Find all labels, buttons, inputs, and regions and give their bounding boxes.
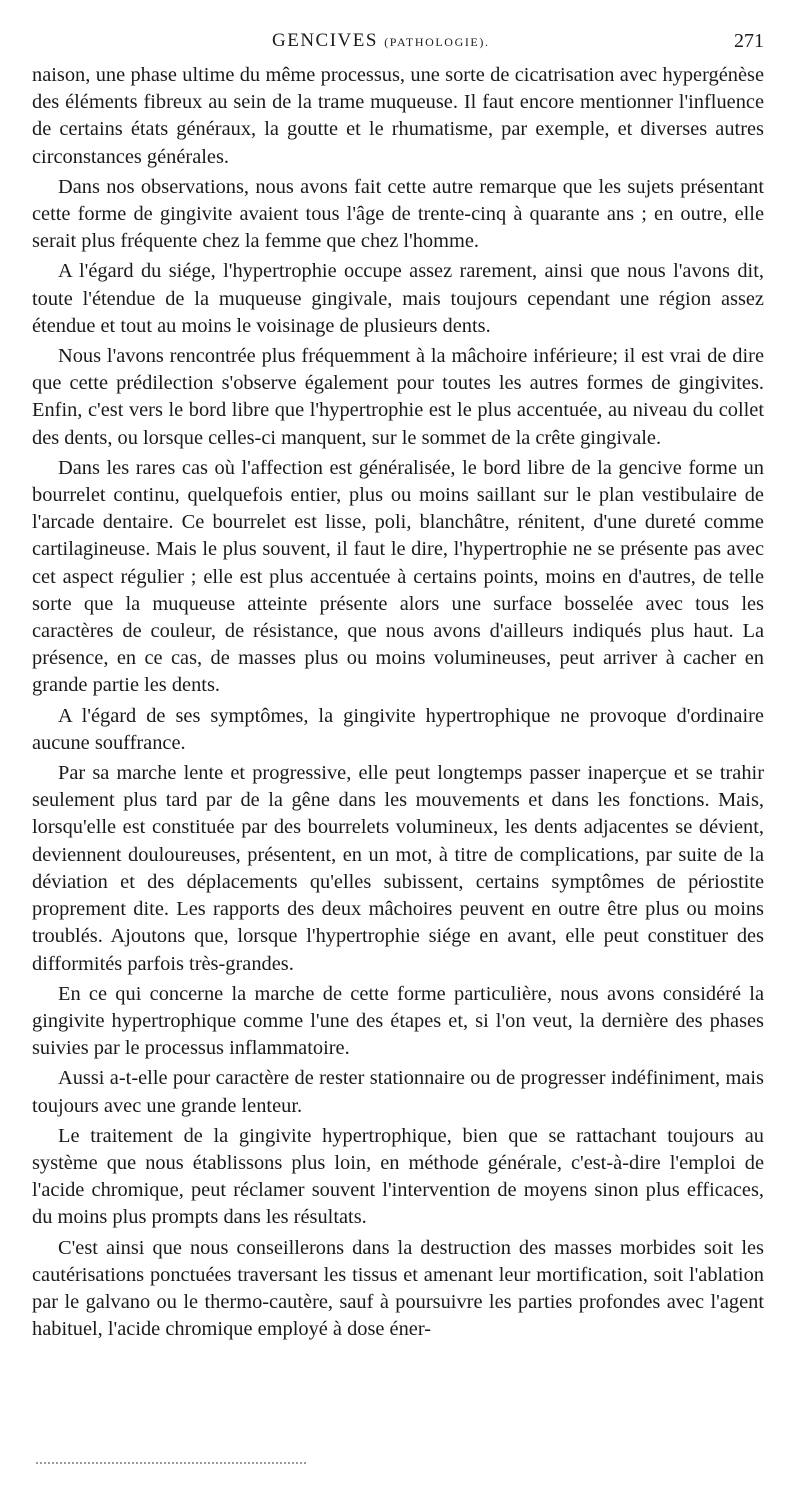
paragraph: Dans nos observations, nous avons fait cette autre remarque que les sujets présentant cette forme de gingivite avaient tous l'âge de trente-cinq à quarante ans ; en outre, elle serait plus fréquente chez la femme que chez l'homme. <box>32 175 764 253</box>
paragraph: C'est ainsi que nous conseillerons dans la destruction des masses morbides soit les cautérisations ponctuées traversant les tissus et amenant leur mortification, soit l'ablation par le galvano ou le thermo-cautère, sauf à poursuivre les parties profondes avec l'agent habituel, l'acide chromique employé à dose éner- <box>32 1236 764 1341</box>
page-header <box>0 30 800 58</box>
paragraph: Aussi a-t-elle pour caractère de rester stationnaire ou de progresser indéfiniment, mais toujours avec une grande lenteur. <box>32 1067 764 1117</box>
scan-artifact-line <box>36 1462 306 1466</box>
paragraph: A l'égard du siége, l'hypertrophie occupe assez rarement, ainsi que nous l'avons dit, toute l'étendue de la muqueuse gingivale, mais toujours cependant une région assez étendue et tout au moins le voisinage de plusieurs dents. <box>32 260 764 337</box>
paragraph: A l'égard de ses symptômes, la gingivite hypertrophique ne provoque d'ordinaire aucune souffrance. <box>32 704 764 754</box>
paragraph: Par sa marche lente et progressive, elle peut longtemps passer inaperçue et se trahir seulement plus tard par de la gêne dans les mouvements et dans les fonctions. Mais, lorsqu'elle est constituée par des bourrelets volumineux, les dents adjacentes se dévient, deviennent douloureuses, présentent, en un mot, à titre de complications, par suite de la déviation et des déplacements qu'elles subissent, certains symptômes de périostite proprement dite. Les rapports des deux mâchoires peuvent en outre être plus ou moins troublés. Ajoutons que, lorsque l'hypertrophie siége en avant, elle peut constituer des difformités parfois très-grandes. <box>32 762 764 975</box>
paragraph: En ce qui concerne la marche de cette forme particulière, nous avons considéré la gingivite hypertrophique comme l'une des étapes et, si l'on veut, la dernière des phases suivies par le processus inflammatoire. <box>32 982 764 1060</box>
page-number: 271 <box>734 30 764 52</box>
paragraph: Le traitement de la gingivite hypertrophique, bien que se rattachant toujours au système que nous établissons plus loin, en méthode générale, c'est-à-dire l'emploi de l'acide chromique, peut réclamer souvent l'intervention de moyens sinon plus efficaces, du moins plus prompts dans les résultats. <box>32 1124 764 1229</box>
paragraph: Nous l'avons rencontrée plus fréquemment à la mâchoire inférieure; il est vrai de dire que cette prédilection s'observe également pour toutes les autres formes de gingivites. Enfin, c'est vers le bord libre que l'hypertrophie est le plus accentuée, au niveau du collet des dents, ou lorsque celles-ci manquent, sur le sommet de la crête gingivale. <box>32 345 764 449</box>
running-head <box>272 30 490 52</box>
running-head-subtitle: (PATHOLOGIE). <box>384 35 490 49</box>
running-head-title: GENCIVES <box>272 30 378 51</box>
paragraph: naison, une phase ultime du même processus, une sorte de cicatrisation avec hypergénèse des éléments fibreux au sein de la trame muqueuse. Il faut encore mentionner l'influence de certains états généraux, la goutte et le rhumatisme, par exemple, et diverses autres circonstances générales. <box>32 64 764 168</box>
body-text <box>32 62 764 1346</box>
paragraph: Dans les rares cas où l'affection est généralisée, le bord libre de la gencive forme un bourrelet continu, quelquefois entier, plus ou moins saillant sur le plan vestibulaire de l'arcade dentaire. Ce bourrelet est lisse, poli, blanchâtre, rénitent, d'une dureté comme cartilagineuse. Mais le plus souvent, il faut le dire, l'hypertrophie ne se présente pas avec cet aspect régulier ; elle est plus accentuée à certains points, moins en d'autres, de telle sorte que la muqueuse atteinte présente alors une surface bosselée avec tous les caractères de couleur, de résistance, que nous avons d'ailleurs indiqués plus haut. La présence, en ce cas, de masses plus ou moins volumineuses, peut arriver à cacher en grande partie les dents. <box>32 456 764 697</box>
